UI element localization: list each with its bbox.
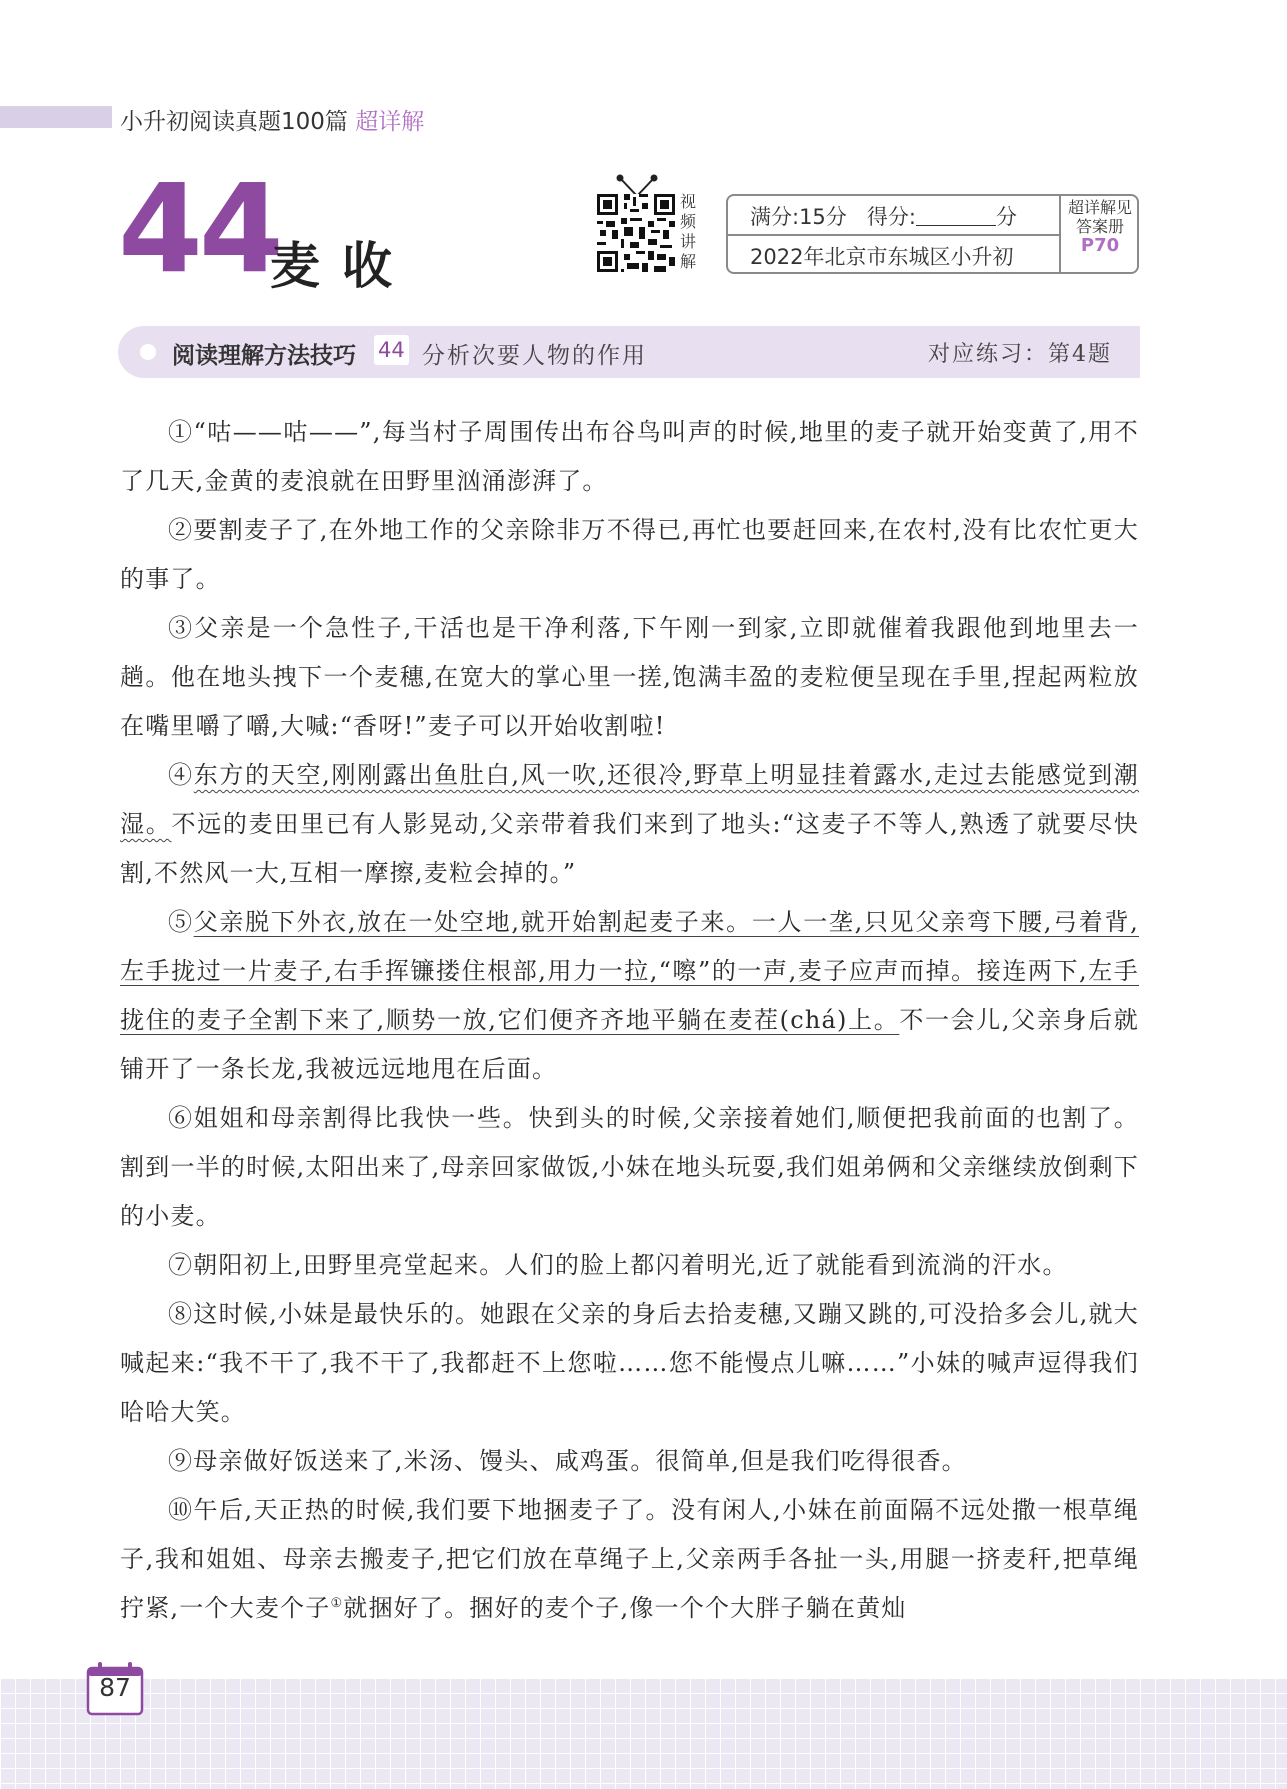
score-label: 得分:: [866, 205, 916, 229]
exam-source: 2022年北京市东城区小升初: [750, 245, 1014, 269]
qr-code-icon[interactable]: [597, 194, 675, 272]
score-box-divider: [728, 234, 1059, 236]
paragraph-number: ④: [168, 761, 194, 789]
score-unit: 分: [995, 205, 1017, 229]
series-title-accent: 超详解: [355, 109, 425, 135]
paragraph-text: 不远的麦田里已有人影晃动,父亲带着我们来到了地头:“这麦子不等人,熟透了就要尽快割,不然风一大,互相一摩擦,麦粒会掉的。”: [120, 810, 1139, 887]
answer-note: 答案册: [1075, 217, 1124, 236]
qr-label-char: 讲: [680, 232, 697, 251]
wavy-underlined-sentence: 东方的天空,刚刚露出鱼肚白,风一吹,还很冷,野草上明显挂着露水,走过去能感觉到潮湿。: [120, 761, 1139, 838]
qr-label-char: 解: [680, 252, 697, 271]
paragraph-8: ⑧这时候,小妹是最快乐的。她跟在父亲的身后去拾麦穗,又蹦又跳的,可没拾多会儿,就大喊起来:“我不干了,我不干了,我都赶不上您啦……您不能慢点儿嘛……”小妹的喊声逗得我们哈哈大笑。: [120, 1300, 1139, 1426]
tip-number: 44: [374, 335, 409, 365]
lesson-title: 麦收: [270, 237, 414, 295]
paragraph-1: ①“咕——咕——”,每当村子周围传出布谷鸟叫声的时候,地里的麦子就开始变黄了,用不了几天,金黄的麦浪就在田野里汹涌澎湃了。: [120, 418, 1139, 495]
score-blank-field[interactable]: [916, 205, 996, 226]
paragraph-7: ⑦朝阳初上,田野里亮堂起来。人们的脸上都闪着明光,近了就能看到流淌的汗水。: [168, 1251, 1068, 1279]
paragraph-text: ⑩午后,天正热的时候,我们要下地捆麦子了。没有闲人,小妹在前面隔不远处撒一根草绳子,我和姐姐、母亲去搬麦子,把它们放在草绳子上,父亲两手各扯一头,用腿一挤麦秆,把草绳拧紧,一个大麦个子: [120, 1496, 1139, 1622]
series-title-text: 小升初阅读真题100篇: [120, 109, 348, 135]
paragraph-3: ③父亲是一个急性子,干活也是干净利落,下午刚一到家,立即就催着我跟他到地里去一趟。他在地头拽下一个麦穗,在宽大的掌心里一搓,饱满丰盈的麦粒便呈现在手里,捏起两粒放在嘴里嚼了嚼,大喊:“香呀!”麦子可以开始收割啦!: [120, 614, 1139, 740]
paragraph-number: ⑤: [168, 908, 194, 936]
answer-reference: [1061, 198, 1139, 255]
qr-label: [680, 192, 700, 272]
paragraph-text: 不一会儿,父亲身后就铺开了一条长龙,我被远远地甩在后面。: [120, 1006, 1139, 1083]
bullet-dot-icon: [140, 344, 156, 360]
qr-label-char: 视: [680, 192, 697, 211]
paragraph-4: [120, 751, 1139, 898]
series-title: [120, 103, 424, 136]
full-score: 满分:15分: [750, 205, 847, 229]
tip-practice-ref: 对应练习：第4题: [928, 342, 1112, 367]
paragraph-6: ⑥姐姐和母亲割得比我快一些。快到头的时候,父亲接着她们,顺便把我前面的也割了。割到一半的时候,太阳出来了,母亲回家做饭,小妹在地头玩耍,我们姐弟俩和父亲继续放倒剩下的小麦。: [120, 1104, 1139, 1230]
article-body: [120, 408, 1139, 1633]
header-color-bar: [0, 106, 112, 128]
method-tip-band: [118, 326, 1140, 378]
answer-page: P70: [1080, 235, 1120, 256]
tip-text: 分析次要人物的作用: [422, 343, 647, 369]
score-line: [750, 201, 1017, 231]
paragraph-5: [120, 898, 1139, 1094]
lesson-number: 44: [118, 158, 280, 300]
paragraph-text: 就捆好了。捆好的麦个子,像一个个大胖子躺在黄灿: [343, 1594, 907, 1622]
paragraph-2: ②要割麦子了,在外地工作的父亲除非万不得已,再忙也要赶回来,在农村,没有比农忙更大的事了。: [120, 516, 1139, 593]
score-box: [726, 194, 1139, 274]
qr-label-char: 频: [680, 212, 697, 231]
paragraph-10: [120, 1486, 1139, 1633]
paragraph-9: ⑨母亲做好饭送来了,米汤、馒头、咸鸡蛋。很简单,但是我们吃得很香。: [168, 1447, 967, 1475]
underlined-passage: 父亲脱下外衣,放在一处空地,就开始割起麦子来。一人一垄,只见父亲弯下腰,弓着背,左手拢过一片麦子,右手挥镰搂住根部,用力一拉,“嚓”的一声,麦子应声而掉。接连两下,左手拢住的麦子全割下来了,顺势一放,它们便齐齐地平躺在麦茬(chá)上。: [120, 908, 1139, 1034]
tip-title: 阅读理解方法技巧: [172, 343, 356, 369]
footnote-marker[interactable]: ①: [330, 1596, 344, 1611]
footer-grid-pattern: [0, 1678, 1287, 1789]
answer-note: 超详解见: [1067, 198, 1132, 217]
page-number: 87: [99, 1673, 131, 1702]
